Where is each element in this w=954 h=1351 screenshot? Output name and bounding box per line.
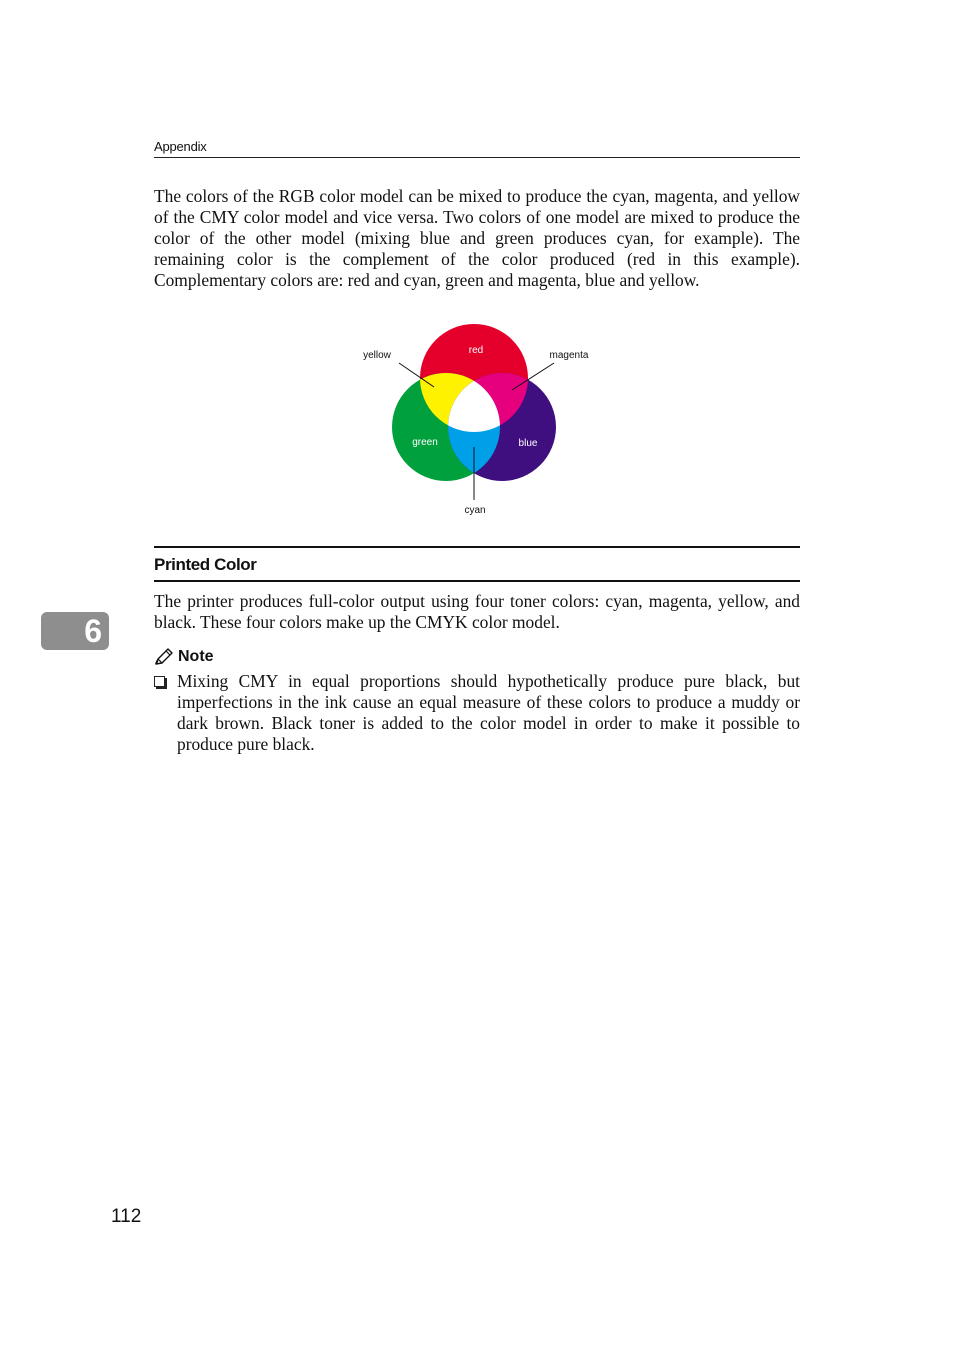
checkbox-icon <box>154 676 165 687</box>
pencil-icon <box>154 648 174 666</box>
running-head: Appendix <box>154 139 800 158</box>
chapter-tab: 6 <box>41 612 109 650</box>
label-yellow: yellow <box>363 350 391 361</box>
label-cyan: cyan <box>464 505 486 516</box>
paragraph-printer: The printer produces full-color output using four toner colors: cyan, magenta, yellow, and black. These four colors make up the CMYK color model. <box>154 591 800 632</box>
paragraph-rgb-cmy: The colors of the RGB color model can be mixed to produce the cyan, magenta, and yellow of the CMY color model and vice versa. Two colors of one model are mixed to produce the color of the other model (mixing blue and green produces cyan, for example). The remaining color is the complement of the color produced (red in this example). Complementary colors are: red and cyan, green and magenta, blue and yellow. <box>154 186 800 290</box>
note-label: Note <box>178 648 214 665</box>
page-number: 112 <box>111 1206 142 1227</box>
section-title: Printed Color <box>154 555 257 574</box>
label-red: red <box>468 345 484 356</box>
section-header <box>154 546 800 582</box>
note-heading <box>154 646 214 668</box>
note-text: Mixing CMY in equal proportions should hypothetically produce pure black, but imperfections in the ink cause an equal measure of these colors to produce a muddy or dark brown. Black toner is added to the color model in order to make it possible to produce pure black. <box>177 671 800 754</box>
label-green: green <box>412 437 438 448</box>
label-blue: blue <box>518 438 538 449</box>
label-magenta: magenta <box>549 350 589 361</box>
color-model-diagram <box>340 318 620 528</box>
